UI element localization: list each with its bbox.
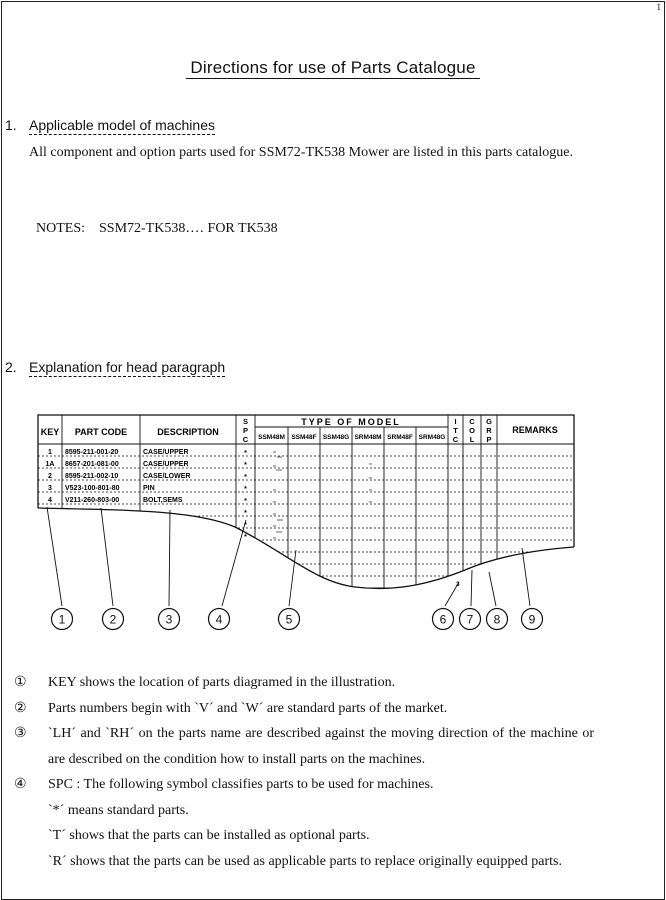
wavy-cut-line [38, 508, 574, 588]
row-2-desc: CASE/UPPER [143, 461, 189, 468]
callout-7: 7 [466, 612, 474, 627]
spc-replacement-note: `R´ shows that the parts can be used as applicable parts to replace originally equipped parts. [48, 853, 562, 869]
explanation-text-4: SPC : The following symbol classifies parts to be used for machines. [48, 777, 434, 792]
callout-1: 1 [58, 612, 66, 627]
explanation-marker-3: ③ [14, 726, 27, 741]
row-4-spc: * [244, 486, 247, 493]
header-key: KEY [40, 427, 60, 437]
callout-6: 6 [439, 612, 447, 627]
section-1-title: Applicable model of machines [29, 117, 215, 133]
header-model-4: SRM48M [354, 434, 382, 441]
notes-text: SSM72-TK538‥‥ FOR TK538 [99, 221, 278, 236]
callout-2: 2 [109, 612, 117, 627]
row-1-key: 1 [48, 449, 52, 456]
row-5-spc: * [244, 498, 247, 505]
callout-4: 4 [215, 612, 223, 627]
row-1-desc: CASE/UPPER [143, 449, 189, 456]
header-col-o: O [469, 426, 475, 435]
header-col-c: C [469, 417, 475, 426]
header-grp-p: P [486, 435, 492, 444]
row-5-key: 4 [48, 497, 52, 504]
section-2-title: Explanation for head paragraph [29, 359, 226, 375]
explanation-marker-2: ② [14, 700, 27, 716]
callout-9: 9 [528, 612, 536, 627]
header-description: DESCRIPTION [157, 427, 219, 437]
section-1-number: 1. [5, 117, 17, 133]
page-title [0, 58, 666, 78]
explanation-item-4 [14, 772, 594, 798]
row-4-key: 3 [48, 485, 52, 492]
header-part-code: PART CODE [74, 427, 128, 437]
row-5-code: V211-260-803-00 [65, 497, 120, 504]
header-grp-g: G [486, 417, 492, 426]
section-2-heading [5, 359, 225, 375]
explanation-list [14, 670, 594, 874]
head-paragraph-diagram [35, 412, 585, 637]
itc-mark: 3 [456, 581, 460, 588]
header-itc-i: I [454, 417, 457, 426]
callout-8: 8 [493, 612, 501, 627]
section-1-body: All component and option parts used for SSM72-TK538 Mower are listed in this parts catalogue. [29, 145, 573, 160]
row-2-key: 1A [45, 461, 55, 468]
row-1-code: 8595-211-001-20 [65, 449, 119, 456]
row-3-code: 8595-211-002-10 [65, 473, 119, 480]
header-itc-t: T [453, 426, 458, 435]
header-model-6: SRM48G [418, 434, 446, 441]
section-2-number: 2. [5, 359, 17, 375]
notes-line [36, 220, 278, 237]
notes-label: NOTES: [36, 221, 85, 236]
explanation-text-1: KEY shows the location of parts diagramed in the illustration. [48, 675, 396, 690]
callout-leaders [47, 507, 530, 606]
header-spc-p: P [242, 426, 249, 435]
callout-5: 5 [285, 612, 293, 627]
row-7-spc: * [244, 522, 247, 529]
row-8-spc: * [244, 534, 247, 541]
explanation-marker-4: ④ [14, 777, 27, 792]
header-itc-c: C [452, 435, 459, 444]
row-1-spc: * [244, 450, 247, 457]
row-2-code: 8657-201-081-00 [65, 461, 119, 468]
row-5-desc: BOLT,SEMS [143, 497, 183, 504]
header-spc-c: C [242, 435, 249, 444]
header-model-5: SRM48F [387, 434, 413, 441]
page-number: 1 [656, 2, 661, 12]
header-model-1: SSM48M [258, 434, 285, 441]
row-3-key: 2 [48, 473, 52, 480]
row-3-spc: * [244, 474, 247, 481]
row-2-spc: * [244, 462, 247, 469]
explanation-item-2 [14, 696, 594, 722]
page-title-text: Directions for use of Parts Catalogue [186, 58, 479, 79]
row-4-desc: PIN [143, 485, 155, 492]
header-model-2: SSM48F [291, 434, 317, 441]
header-grp-r: R [486, 426, 492, 435]
header-spc-s: S [242, 417, 249, 426]
explanation-text-2: Parts numbers begin with `V´ and `W´ are standard parts of the market. [48, 700, 448, 716]
explanation-text-3: `LH´ and `RH´ on the parts name are described against the moving direction of the machine or are described on the condition how to install parts on the machines. [48, 726, 594, 767]
header-model-3: SSM48G [322, 434, 350, 441]
row-3-desc: CASE/LOWER [143, 473, 191, 480]
table-illustration [35, 412, 585, 637]
header-col-l: L [469, 435, 475, 444]
explanation-item-1 [14, 670, 594, 696]
row-4-code: V523-100-801-80 [65, 485, 120, 492]
explanation-item-3 [14, 721, 594, 772]
explanation-marker-1: ① [14, 675, 27, 690]
row-6-spc: * [244, 510, 247, 517]
spc-standard-note: `*´ means standard parts. [48, 802, 189, 818]
spc-optional-note: `T´ shows that the parts can be installed as optional parts. [48, 828, 370, 843]
header-remarks: REMARKS [512, 425, 558, 435]
section-1-heading [5, 117, 215, 133]
header-type-of-model: TYPE OF MODEL [301, 417, 401, 427]
callout-3: 3 [165, 612, 173, 627]
